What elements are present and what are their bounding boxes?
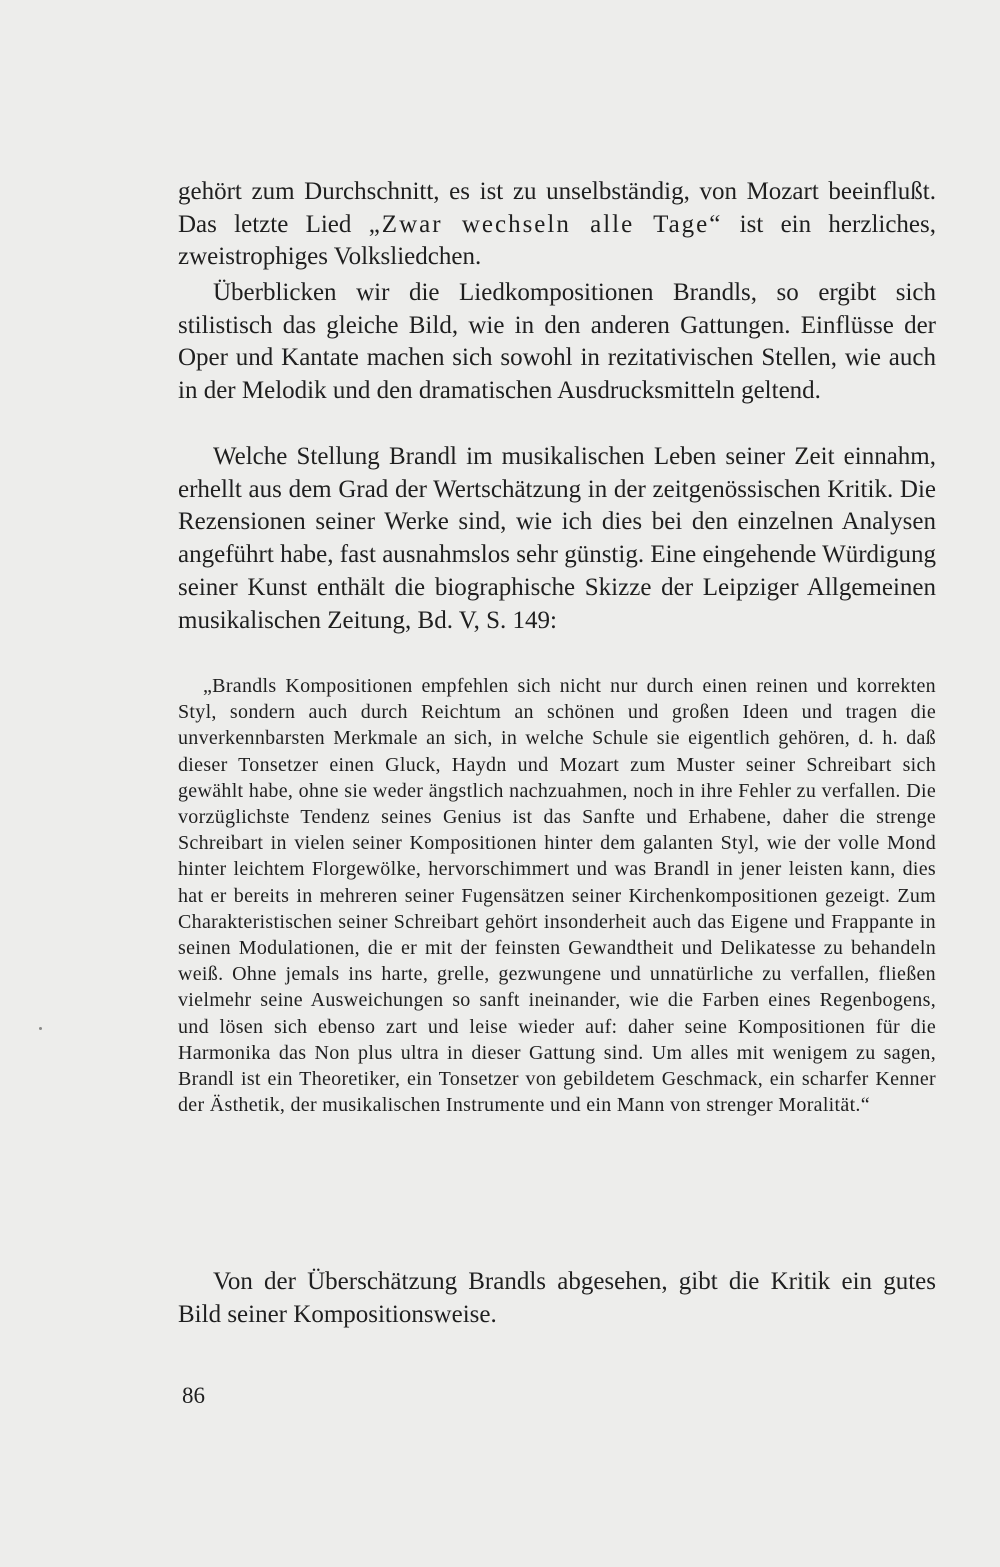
block-quote (178, 673, 936, 1118)
paragraph-3: Welche Stellung Brandl im musikalischen Leben seiner Zeit einnahm, erhellt aus dem Grad der Wertschätzung in der zeitgenössischen Kritik. Die Rezensionen seiner Werke sind, wie ich dies bei den einzelnen Analysen angeführt habe, fast ausnahmslos sehr günstig. Eine eingehende Würdigung seiner Kunst enthält die biographische Skizze der Leipziger Allgemeinen musikalischen Zeitung, Bd. V, S. 149: (178, 443, 936, 634)
paragraph-continuation (178, 176, 936, 274)
paragraph-2: Überblicken wir die Liedkompositionen Brandls, so ergibt sich stilistisch das gleiche Bild, wie in den anderen Gattungen. Einflüsse der Oper und Kantate machen sich sowohl in rezitativischen Stellen, wie auch in der Melodik und den dramatischen Ausdrucksmitteln geltend. (178, 279, 936, 405)
paragraph-1-text-a: gehört zum Durchschnitt, es ist zu unselbständig, von Mozart beeinflußt. Das letzte Lied (178, 178, 936, 238)
paragraph-1-text-b: ist ein herzliches, zweistrophiges Volksliedchen. (178, 210, 937, 271)
paragraph-4-block (178, 1266, 936, 1331)
paragraph-2-block (178, 277, 936, 408)
scan-speck (39, 1027, 42, 1030)
page-number: 86 (182, 1383, 205, 1408)
paragraph-4: Von der Überschätzung Brandls abgesehen, gibt die Kritik ein gutes Bild seiner Kompositionsweise. (178, 1268, 936, 1328)
paragraph-3-block (178, 441, 936, 637)
song-title: „Zwar wechseln alle Tage“ (368, 210, 723, 238)
paragraph-1 (178, 176, 936, 274)
quote-text: „Brandls Kompositionen empfehlen sich nicht nur durch einen reinen und korrekten Styl, sondern auch durch Reichtum an schönen und großen Ideen und tragen die unverkennbarsten Merkmale an sich, in welche Schule sie eigentlich gehören, d. h. daß dieser Tonsetzer einen Gluck, Haydn und Mozart zum Muster seiner Schreibart sich gewählt habe, ohne sie weder ängstlich nachzuahmen, noch in ihre Fehler zu verfallen. Die vorzüglichste Tendenz seines Genius ist das Sanfte und Erhabene, daher die strenge Schreibart in vielen seiner Kompositionen hinter dem galanten Styl, wie der volle Mond hinter leichtem Florgewölke, hervorschimmert und was Brandl in jener leisten kann, dies hat er bereits in mehreren seiner Fugensätzen seiner Kirchenkompositionen gezeigt. Zum Charakteristischen seiner Schreibart gehört insonderheit auch das Eigene und Frappante in seinen Modulationen, die er mit der feinsten Gewandtheit und Delikatesse zu behandeln weiß. Ohne jemals ins harte, grelle, gezwungene und unnatürliche zu verfallen, fließen vielmehr seine Ausweichungen so sanft ineinander, wie die Farben eines Regenbogens, und lösen sich ebenso zart und leise wieder auf: daher seine Kompositionen für die Harmonika das Non plus ultra in dieser Gattung sind. Um alles mit wenigem zu sagen, Brandl ist ein Theoretiker, ein Tonsetzer von gebildetem Geschmack, ein scharfer Kenner der Ästhetik, der musikalischen Instrumente und ein Mann von strenger Moralität.“ (178, 675, 936, 1117)
